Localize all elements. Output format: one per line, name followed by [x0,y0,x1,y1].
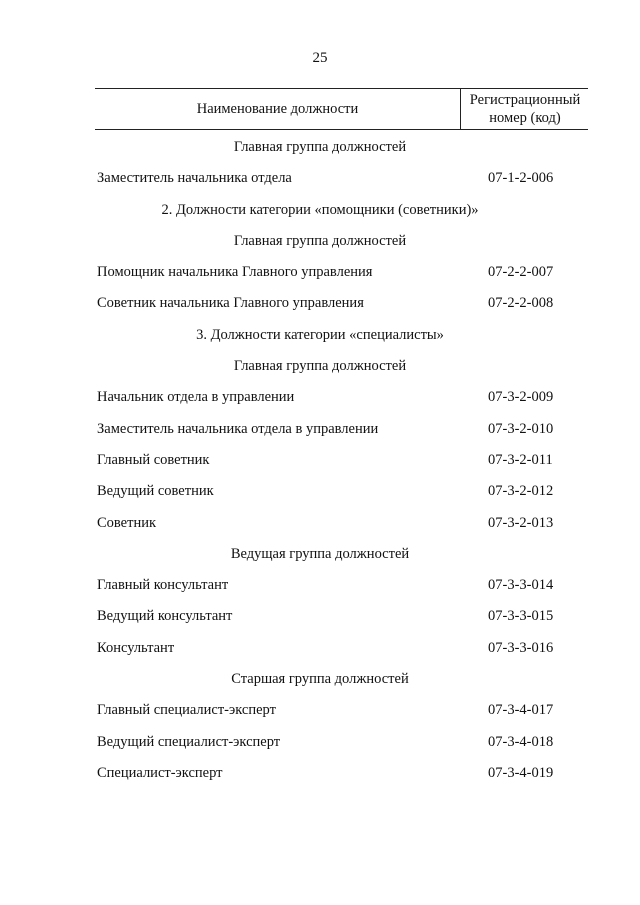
group-heading-row [0,132,640,163]
position-name: Главный консультант [97,577,229,594]
category-heading-row [0,195,640,226]
registration-code: 07-3-4-018 [488,733,554,750]
positions-table-body [0,132,640,789]
table-row [0,163,640,194]
registration-code: 07-3-2-012 [488,483,554,500]
position-name: Начальник отдела в управлении [97,389,295,406]
category-heading: 2. Должности категории «помощники (советники)» [161,201,479,218]
group-heading-row [0,539,640,570]
group-heading: Ведущая группа должностей [230,545,410,562]
group-heading-row [0,664,640,695]
position-name: Ведущий специалист-эксперт [97,733,281,750]
category-heading: 3. Должности категории «специалисты» [196,326,444,343]
table-row [0,382,640,413]
table-header [95,88,588,130]
table-row [0,288,640,319]
registration-code: 07-3-3-015 [488,608,554,625]
table-row [0,476,640,507]
position-name: Заместитель начальника отдела в управлении [97,420,379,437]
registration-code: 07-1-2-006 [488,170,554,187]
group-heading-row [0,226,640,257]
registration-code: 07-3-2-010 [488,420,554,437]
position-name: Помощник начальника Главного управления [97,264,373,281]
group-heading: Главная группа должностей [233,358,407,375]
column-header-name: Наименование должности [196,100,359,117]
registration-code: 07-2-2-007 [488,264,554,281]
registration-code: 07-3-2-011 [488,451,553,468]
position-name: Советник [97,514,157,531]
table-row [0,758,640,789]
group-heading: Главная группа должностей [233,232,407,249]
table-row [0,601,640,632]
position-name: Заместитель начальника отдела [97,170,292,187]
registration-code: 07-3-2-009 [488,389,554,406]
table-row [0,633,640,664]
group-heading-row [0,351,640,382]
category-heading-row [0,320,640,351]
position-name: Главный советник [97,451,210,468]
registration-code: 07-3-3-016 [488,639,554,656]
position-name: Ведущий консультант [97,608,233,625]
table-row [0,445,640,476]
registration-code: 07-3-4-017 [488,702,554,719]
page-number: 25 [312,50,328,66]
group-heading: Главная группа должностей [233,139,407,155]
table-row [0,508,640,539]
position-name: Советник начальника Главного управления [97,295,364,312]
registration-code: 07-2-2-008 [488,295,554,312]
position-name: Консультант [97,639,175,656]
table-row [0,257,640,288]
table-row [0,727,640,758]
group-heading: Старшая группа должностей [231,671,409,688]
registration-code: 07-3-2-013 [488,514,554,531]
position-name: Специалист-эксперт [97,764,223,781]
position-name: Главный специалист-эксперт [97,702,276,719]
position-name: Ведущий советник [97,483,214,500]
table-row [0,695,640,726]
column-header-code: Регистрационный номер (код) [460,89,589,129]
registration-code: 07-3-4-019 [488,764,554,781]
table-row [0,414,640,445]
registration-code: 07-3-3-014 [488,577,554,594]
table-row [0,570,640,601]
